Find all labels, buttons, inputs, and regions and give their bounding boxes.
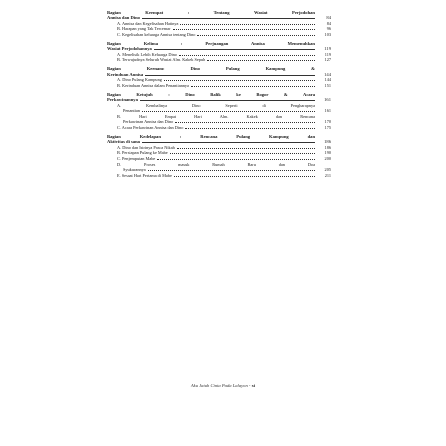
leader-line: [142, 142, 315, 143]
footer-separator: -: [247, 383, 252, 388]
leader-dots: [179, 55, 315, 56]
section-title: Bagian Keenam: Dino Pulang Kampung &: [107, 66, 315, 72]
leader-dots: [175, 122, 315, 123]
entry-title-continued: Syukurannya: [123, 167, 146, 173]
toc-section: [107, 92, 331, 103]
leader-dots: [142, 111, 315, 112]
toc-entry: [107, 57, 331, 63]
section-page-number: 186: [324, 139, 331, 145]
toc-section: [107, 66, 331, 77]
entry-page-number: 200: [324, 155, 331, 161]
section-title-row: [107, 15, 331, 20]
leader-line: [140, 100, 315, 101]
section-page-number: 144: [324, 71, 331, 77]
leader-dots: [180, 24, 315, 25]
entry-page-number: 190: [324, 150, 331, 156]
section-title-continued: Perkawinannya: [107, 97, 138, 103]
section-page-number: 119: [324, 46, 331, 52]
entry-page-number: 161: [324, 108, 331, 114]
section-title-row: [107, 139, 331, 144]
entry-page-number: 205: [324, 167, 331, 173]
leader-dots: [191, 86, 315, 87]
leader-dots: [197, 35, 315, 36]
section-page-number: 84: [326, 15, 331, 21]
entry-page-number: 151: [324, 82, 331, 88]
section-title: Bagian Ketujuh : Dino Balik ke Bogor & Acara: [107, 91, 315, 97]
entry-title: A. Dino dan Istrinya Pasca Nikah: [117, 144, 175, 150]
leader-dots: [148, 170, 315, 171]
entry-title: B. Persiapan Pulang ke Mabe: [117, 150, 168, 156]
entry-page-number: 175: [324, 124, 331, 130]
toc-section: [107, 134, 331, 145]
leader-dots: [185, 128, 315, 129]
section-title: Bagian Kedelapan : Rencana Pulang Kampung dan: [107, 133, 315, 139]
toc-entry: [107, 114, 331, 125]
leader-dots: [174, 176, 315, 177]
leader-line: [145, 75, 315, 76]
footer-page-number: xi: [251, 383, 256, 388]
toc-entry: [107, 103, 331, 114]
entry-title: A. Annisa dan Kegelisahan Hatinya: [117, 20, 179, 26]
entry-page-number: 211: [324, 172, 331, 178]
entry-title: B. Harapan yang Tak Tercemar: [117, 26, 171, 32]
entry-page-number: 186: [324, 144, 331, 150]
entry-title: A. Menelisik Lebih Keluarga Dino: [117, 51, 177, 57]
entry-title: B. Hari Empat Hari Alm. Kakek dan Rencana: [117, 113, 315, 119]
toc-section: [107, 10, 331, 21]
toc-entry: [107, 173, 331, 179]
toc-section: [107, 41, 331, 52]
entry-title: B. Kerinduan Annisa dalam Penantiannya: [117, 82, 189, 88]
entry-page-number: 96: [326, 26, 331, 32]
entry-title: E. Sesaat Hari Pertama di Mabe: [117, 172, 172, 178]
page-footer: [0, 383, 446, 388]
leader-dots: [157, 159, 315, 160]
entry-title: D. Proses masuk Rumah Baru dan Doa: [117, 161, 315, 167]
leader-dots: [170, 153, 315, 154]
entry-title: A. Dino Pulang Kampung: [117, 77, 162, 83]
section-title: Bagian Kelima : Perjuangan Annisa Memenuhkan: [107, 40, 315, 46]
section-title-continued: Aktivitas di sana: [107, 139, 140, 145]
section-title-continued: Wasiat Perjodohannya: [107, 46, 152, 52]
section-title-continued: Annisa dan Dino: [107, 15, 140, 21]
toc-entry: [107, 162, 331, 173]
entry-page-number: 127: [324, 57, 331, 63]
toc-entry: [107, 125, 331, 131]
section-title-continued: Kerinduan Annisa: [107, 71, 144, 77]
leader-line: [142, 18, 315, 19]
section-title-row: [107, 97, 331, 102]
entry-page-number: 103: [324, 32, 331, 37]
entry-page-number: 119: [324, 51, 331, 57]
entry-page-number: 170: [324, 119, 331, 125]
entry-title: C. Penjemputan Mabe: [117, 155, 156, 161]
leader-dots: [177, 148, 315, 149]
section-title-row: [107, 46, 331, 51]
leader-dots: [207, 60, 315, 61]
leader-dots: [164, 80, 315, 81]
entry-title-continued: Penantian: [123, 108, 140, 114]
leader-dots: [173, 29, 315, 30]
table-of-contents: [107, 10, 331, 178]
entry-title: C. Kegelisahan keluarga Annisa tentang Dino: [117, 32, 196, 37]
footer-book-title: Aku Jatuh Cinta Pada Lalayon: [190, 383, 248, 388]
section-page-number: 161: [324, 97, 331, 103]
entry-page-number: 84: [326, 20, 331, 26]
entry-page-number: 144: [324, 77, 331, 83]
leader-line: [154, 49, 315, 50]
entry-title-continued: Perkawinan Annisa dan Dino: [123, 119, 174, 125]
entry-title: A. Kembalinya Dino Seperti di Pengharapnya: [117, 102, 315, 108]
section-title-row: [107, 72, 331, 77]
section-title: Bagian Keempat : Tentang Wasiat Perjodohan: [107, 10, 315, 15]
entry-title: C. Acara Perkawinan Annisa dan Dino: [117, 124, 184, 130]
toc-entry: [107, 32, 331, 38]
entry-title: B. Terwujudnya Seluruh Wasiat Alm. Kakek Sepuh: [117, 57, 206, 63]
toc-entry: [107, 83, 331, 89]
